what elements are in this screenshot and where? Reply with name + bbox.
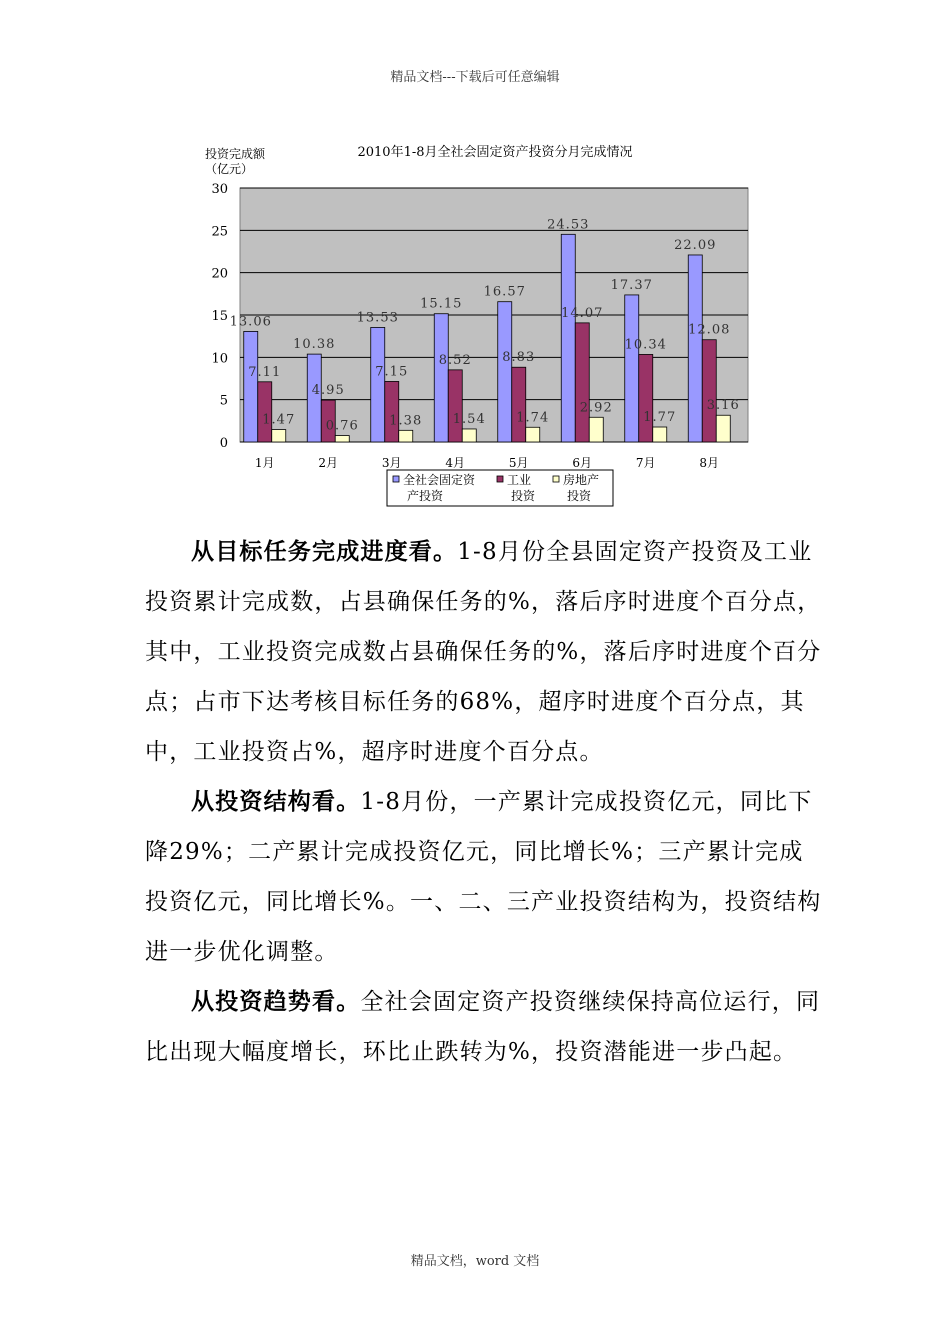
x-tick-label: 6月 xyxy=(572,456,593,470)
investment-bar-chart xyxy=(195,138,765,510)
paragraph-structure xyxy=(145,777,825,977)
bar xyxy=(561,234,575,442)
bar xyxy=(385,381,399,442)
bar xyxy=(335,436,349,442)
data-label: 16.57 xyxy=(483,284,526,300)
data-label: 3.16 xyxy=(706,398,740,414)
x-tick-label: 3月 xyxy=(381,456,402,470)
data-label: 12.08 xyxy=(688,322,731,338)
bar xyxy=(653,427,667,442)
data-label: 0.76 xyxy=(325,418,359,434)
paragraph-lead: 从投资结构看。 xyxy=(191,789,361,815)
data-label: 13.53 xyxy=(356,310,399,326)
x-tick-label: 2月 xyxy=(318,456,339,470)
legend-label: 投资 xyxy=(567,489,592,503)
bar xyxy=(498,302,512,442)
legend-label: 房地产 xyxy=(563,473,600,487)
y-tick-label: 30 xyxy=(211,182,228,197)
y-tick-label: 20 xyxy=(211,266,228,282)
data-label: 1.54 xyxy=(452,411,486,427)
data-label: 10.34 xyxy=(624,337,667,353)
x-tick-label: 7月 xyxy=(635,456,656,470)
data-label: 7.15 xyxy=(375,364,409,380)
y-axis-label: 投资完成额 xyxy=(205,147,266,161)
y-tick-label: 10 xyxy=(211,351,228,367)
chart-title: 2010年1-8月全社会固定资产投资分月完成情况 xyxy=(357,145,633,160)
paragraph-text: 1-8月份，一产累计完成投资亿元，同比下降29%；二产累计完成投资亿元，同比增长%；三产累计完成投资亿元，同比增长%。一、二、三产业投资结构为，投资结构进一步优化调整。 xyxy=(145,789,822,965)
legend-swatch xyxy=(497,476,503,482)
bar xyxy=(462,429,476,442)
chart-legend xyxy=(387,470,613,506)
plot-area xyxy=(211,182,748,470)
data-label: 7.11 xyxy=(248,364,282,380)
x-tick-label: 1月 xyxy=(254,456,275,470)
paragraph-lead: 从目标任务完成进度看。 xyxy=(191,539,458,565)
paragraph-progress xyxy=(145,527,825,777)
data-label: 14.07 xyxy=(561,305,604,321)
y-axis-label-unit: （亿元） xyxy=(205,162,254,176)
data-label: 1.38 xyxy=(389,413,423,429)
data-label: 13.06 xyxy=(229,314,272,330)
data-label: 1.47 xyxy=(262,412,296,428)
bar xyxy=(639,354,653,442)
bar xyxy=(448,370,462,442)
document-body xyxy=(145,527,825,1077)
bar xyxy=(702,340,716,442)
paragraph-trend xyxy=(145,977,825,1077)
x-tick-label: 5月 xyxy=(508,456,529,470)
legend-label: 全社会固定资 xyxy=(403,473,476,487)
y-tick-label: 5 xyxy=(219,393,228,409)
bar xyxy=(272,430,286,442)
data-label: 2.92 xyxy=(579,400,613,416)
legend-label: 工业 xyxy=(507,473,532,487)
page-header: 精品文档---下载后可任意编辑 xyxy=(390,70,560,85)
bar xyxy=(589,417,603,442)
x-tick-label: 4月 xyxy=(445,456,466,470)
data-label: 15.15 xyxy=(420,296,463,312)
bar xyxy=(399,430,413,442)
data-label: 22.09 xyxy=(674,237,717,253)
data-label: 24.53 xyxy=(547,217,590,233)
data-label: 8.52 xyxy=(438,352,472,368)
data-label: 10.38 xyxy=(293,337,336,353)
bar xyxy=(434,314,448,442)
paragraph-lead: 从投资趋势看。 xyxy=(191,989,361,1015)
page-footer: 精品文档，word 文档 xyxy=(410,1254,540,1269)
y-tick-label: 0 xyxy=(219,436,228,451)
y-tick-label: 15 xyxy=(211,309,228,324)
bar xyxy=(526,427,540,442)
paragraph-text: 全社会固定资产投资继续保持高位运行，同比出现大幅度增长，环比止跌转为%，投资潜能进一步凸起。 xyxy=(145,989,821,1065)
bar xyxy=(371,327,385,442)
y-tick-label: 25 xyxy=(211,224,228,240)
data-label: 1.74 xyxy=(516,410,550,426)
bar xyxy=(244,331,258,442)
legend-swatch xyxy=(553,476,559,482)
bar xyxy=(716,415,730,442)
data-label: 17.37 xyxy=(610,277,653,293)
x-tick-label: 8月 xyxy=(699,456,720,470)
paragraph-text: 1-8月份全县固定资产投资及工业投资累计完成数，占县确保任务的%，落后序时进度个百分点，其中，工业投资完成数占县确保任务的%，落后序时进度个百分点；占市下达考核目标任务的68%，超序时进度个百分点，其中，工业投资占%，超序时进度个百分点。 xyxy=(145,539,822,765)
bar xyxy=(688,255,702,442)
data-label: 1.77 xyxy=(643,410,677,426)
data-label: 4.95 xyxy=(311,383,345,399)
bar xyxy=(512,367,526,442)
legend-swatch xyxy=(393,476,399,482)
bar xyxy=(575,323,589,442)
data-label: 8.83 xyxy=(502,350,536,366)
legend-label: 产投资 xyxy=(407,489,444,503)
bar xyxy=(625,295,639,442)
legend-label: 投资 xyxy=(511,489,536,503)
